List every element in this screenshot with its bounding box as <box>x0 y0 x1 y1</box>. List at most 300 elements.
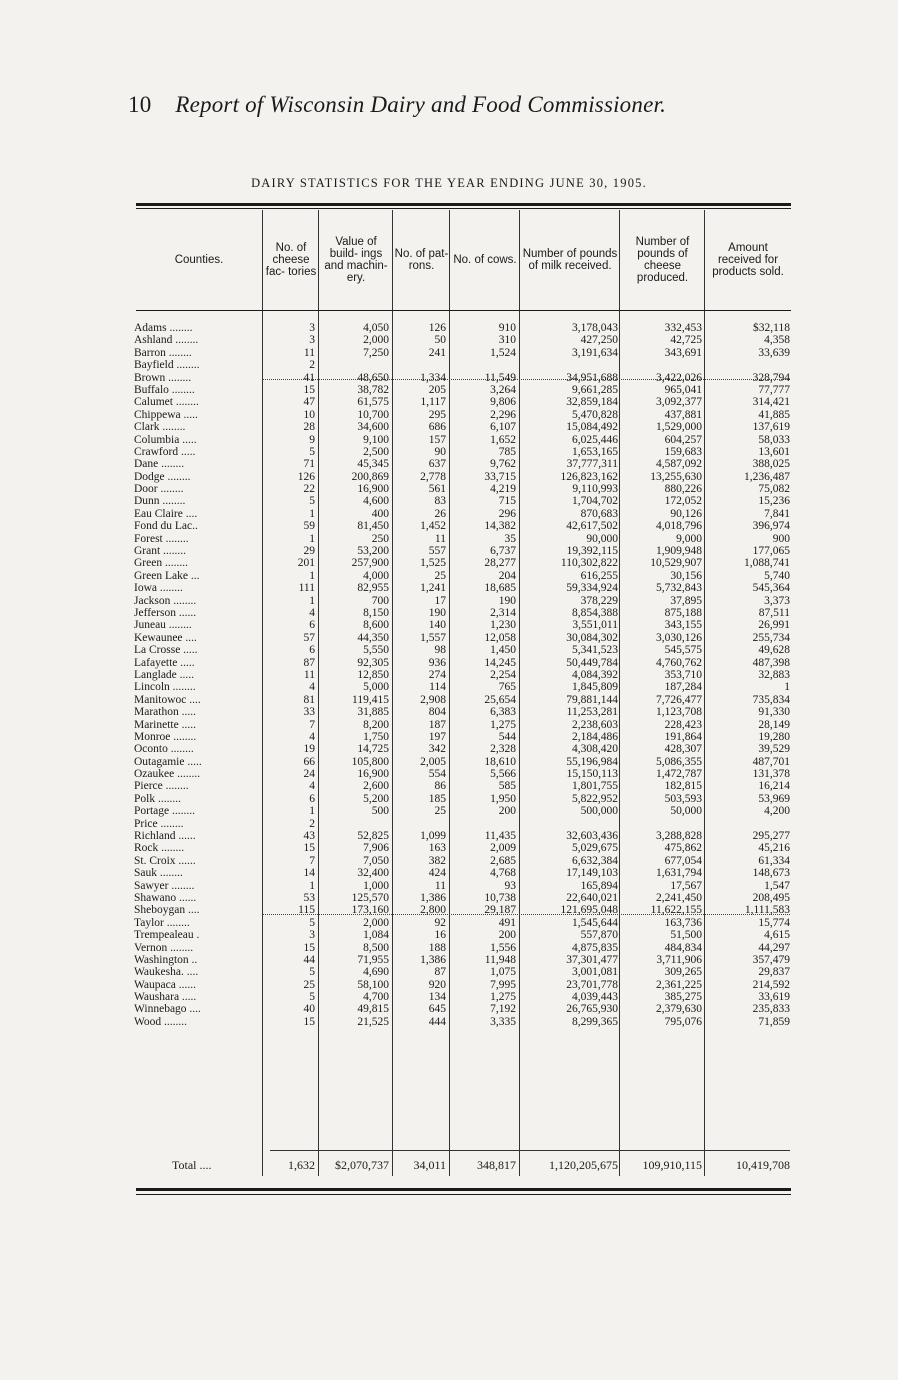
value-buildings: 257,900 <box>351 557 389 570</box>
patrons: 2,005 <box>420 755 446 768</box>
table-row <box>0 607 898 619</box>
patrons: 114 <box>429 681 446 694</box>
cheese-pounds: 2,241,450 <box>656 891 702 904</box>
patrons: 83 <box>434 495 446 508</box>
cheese-pounds: 1,631,794 <box>656 867 702 880</box>
amount-sold: 131,378 <box>752 768 790 781</box>
cheese-factories: 33 <box>303 706 315 719</box>
cows: 25,654 <box>484 693 516 706</box>
milk-pounds: 5,822,952 <box>572 792 618 805</box>
patrons: 92 <box>434 916 446 929</box>
cows: 6,383 <box>490 706 516 719</box>
cows: 2,254 <box>490 668 516 681</box>
milk-pounds: 34,951,688 <box>566 371 618 384</box>
cheese-pounds: 309,265 <box>664 966 702 979</box>
cheese-factories: 5 <box>309 966 315 979</box>
cheese-pounds: 13,255,630 <box>650 470 702 483</box>
cows: 310 <box>498 334 516 347</box>
table-row <box>0 458 898 470</box>
table-row <box>0 768 898 780</box>
cows: 1,556 <box>490 941 516 954</box>
cheese-pounds: 3,288,828 <box>656 830 702 843</box>
cows: 28,277 <box>484 557 516 570</box>
cheese-pounds: 17,567 <box>670 879 702 892</box>
county-name: Jefferson ...... <box>134 606 197 619</box>
amount-sold: $32,118 <box>753 322 790 334</box>
total-cheese: 109,910,115 <box>642 1158 702 1172</box>
cheese-pounds: 10,529,907 <box>650 557 702 570</box>
patrons: 188 <box>428 941 446 954</box>
milk-pounds: 19,392,115 <box>566 545 618 558</box>
milk-pounds: 500,000 <box>580 805 618 818</box>
cows: 1,230 <box>490 619 516 632</box>
county-name: Wood ........ <box>134 1015 188 1028</box>
value-buildings: 7,906 <box>363 842 389 855</box>
milk-pounds: 5,029,675 <box>572 842 618 855</box>
cheese-pounds: 2,361,225 <box>656 978 702 991</box>
county-name: Winnebago .... <box>134 1003 201 1016</box>
table-row <box>0 719 898 731</box>
table-row <box>0 483 898 495</box>
table-row <box>0 793 898 805</box>
county-name: Lafayette ..... <box>134 656 195 669</box>
amount-sold: 388,025 <box>752 458 790 471</box>
cows: 544 <box>498 730 516 743</box>
amount-sold: 53,969 <box>758 792 790 805</box>
cheese-factories: 3 <box>309 929 315 942</box>
patrons: 241 <box>428 346 446 359</box>
cows: 11,435 <box>484 830 516 843</box>
value-buildings: 81,450 <box>357 520 389 533</box>
value-buildings: 58,100 <box>357 978 389 991</box>
county-name: Chippewa ..... <box>134 408 198 421</box>
value-buildings: 1,000 <box>363 879 389 892</box>
cheese-pounds: 1,123,708 <box>656 706 702 719</box>
county-name: Buffalo ........ <box>134 383 195 396</box>
milk-pounds: 17,149,103 <box>566 867 618 880</box>
cheese-pounds: 3,422,026 <box>656 371 702 384</box>
milk-pounds: 1,801,755 <box>572 780 618 793</box>
cheese-factories: 5 <box>309 991 315 1004</box>
cows: 2,685 <box>490 854 516 867</box>
cheese-factories: 6 <box>309 644 315 657</box>
amount-sold: 314,421 <box>752 396 790 409</box>
column-header-amount: Amount received for products sold. <box>712 242 784 278</box>
cheese-factories: 9 <box>309 433 315 446</box>
value-buildings: 8,150 <box>363 606 389 619</box>
total-value: $2,070,737 <box>335 1158 389 1172</box>
cheese-factories: 1 <box>309 507 315 520</box>
milk-pounds: 42,617,502 <box>566 520 618 533</box>
cows: 910 <box>498 322 516 334</box>
cheese-pounds: 3,030,126 <box>656 631 702 644</box>
table-row <box>0 644 898 656</box>
amount-sold: 357,479 <box>752 953 790 966</box>
table-row <box>0 347 898 359</box>
amount-sold: 4,358 <box>764 334 790 347</box>
milk-pounds: 1,704,702 <box>572 495 618 508</box>
cheese-factories: 3 <box>309 334 315 347</box>
cheese-pounds: 228,423 <box>664 718 702 731</box>
patrons: 1,117 <box>420 396 446 409</box>
value-buildings: 125,570 <box>351 891 389 904</box>
cows: 9,762 <box>490 458 516 471</box>
cheese-factories: 14 <box>303 867 315 880</box>
amount-sold: 71,859 <box>758 1015 790 1028</box>
amount-sold: 1 <box>784 681 790 694</box>
table-row <box>0 818 898 830</box>
amount-sold: 32,883 <box>758 668 790 681</box>
cheese-pounds: 163,736 <box>664 916 702 929</box>
cheese-pounds: 343,155 <box>664 619 702 632</box>
cheese-pounds: 159,683 <box>664 445 702 458</box>
value-buildings: 5,550 <box>363 644 389 657</box>
patrons: 26 <box>434 507 446 520</box>
milk-pounds: 23,701,778 <box>566 978 618 991</box>
cheese-factories: 19 <box>303 743 315 756</box>
patrons: 1,386 <box>420 891 446 904</box>
table-row <box>0 904 898 916</box>
milk-pounds: 4,875,835 <box>572 941 618 954</box>
table-row <box>0 421 898 433</box>
county-name: Rock ........ <box>134 842 185 855</box>
value-buildings: 14,725 <box>357 743 389 756</box>
amount-sold: 41,885 <box>758 408 790 421</box>
cheese-pounds: 187,284 <box>664 681 702 694</box>
total-row <box>0 1158 898 1174</box>
table-row <box>0 756 898 768</box>
cheese-pounds: 30,156 <box>670 569 702 582</box>
milk-pounds: 15,084,492 <box>566 421 618 434</box>
table-row <box>0 409 898 421</box>
cheese-factories: 3 <box>309 322 315 334</box>
cheese-pounds: 437,881 <box>664 408 702 421</box>
cheese-pounds: 4,760,762 <box>656 656 702 669</box>
county-name: Waushara ..... <box>134 991 197 1004</box>
top-rule-thin <box>136 208 791 209</box>
cheese-factories: 25 <box>303 978 315 991</box>
amount-sold: 61,334 <box>758 854 790 867</box>
milk-pounds: 32,603,436 <box>566 830 618 843</box>
patrons: 11 <box>434 532 446 545</box>
county-name: Pierce ........ <box>134 780 189 793</box>
table-body <box>0 322 898 1028</box>
cheese-factories: 53 <box>303 891 315 904</box>
county-name: Kewaunee .... <box>134 631 197 644</box>
cheese-pounds: 604,257 <box>664 433 702 446</box>
cows: 3,264 <box>490 383 516 396</box>
cheese-factories: 5 <box>309 916 315 929</box>
cheese-factories: 2 <box>309 817 315 830</box>
amount-sold: 33,619 <box>758 991 790 1004</box>
cows: 5,566 <box>490 768 516 781</box>
cheese-factories: 126 <box>297 470 315 483</box>
milk-pounds: 557,870 <box>580 929 618 942</box>
patrons: 1,386 <box>420 953 446 966</box>
cheese-pounds: 42,725 <box>670 334 702 347</box>
cheese-pounds: 191,864 <box>664 730 702 743</box>
cheese-factories: 11 <box>303 346 315 359</box>
cheese-factories: 111 <box>298 582 315 595</box>
cows: 491 <box>498 916 516 929</box>
cheese-factories: 6 <box>309 619 315 632</box>
cheese-factories: 1 <box>309 879 315 892</box>
value-buildings: 45,345 <box>357 458 389 471</box>
cheese-factories: 66 <box>303 755 315 768</box>
value-buildings: 8,600 <box>363 619 389 632</box>
cows: 200 <box>498 929 516 942</box>
amount-sold: 44,297 <box>758 941 790 954</box>
table-row <box>0 942 898 954</box>
cows: 2,314 <box>490 606 516 619</box>
cows: 93 <box>504 879 516 892</box>
cheese-pounds: 4,587,092 <box>656 458 702 471</box>
amount-sold: 13,601 <box>758 445 790 458</box>
bottom-rule-thin <box>136 1194 791 1195</box>
amount-sold: 15,236 <box>758 495 790 508</box>
table-row <box>0 867 898 879</box>
patrons: 126 <box>428 322 446 334</box>
patrons: 205 <box>428 383 446 396</box>
county-name: Eau Claire .... <box>134 507 198 520</box>
amount-sold: 396,974 <box>752 520 790 533</box>
amount-sold: 75,082 <box>758 483 790 496</box>
total-amount: 10,419,708 <box>736 1158 790 1172</box>
column-header-cheese: Number of pounds of cheese produced. <box>635 236 690 284</box>
cheese-pounds: 3,711,906 <box>656 953 702 966</box>
table-row <box>0 991 898 1003</box>
table-row <box>0 979 898 991</box>
cheese-factories: 28 <box>303 421 315 434</box>
cows: 14,245 <box>484 656 516 669</box>
value-buildings: 7,050 <box>363 854 389 867</box>
patrons: 424 <box>428 867 446 880</box>
cheese-factories: 4 <box>309 780 315 793</box>
cows: 585 <box>498 780 516 793</box>
amount-sold: 39,529 <box>758 743 790 756</box>
table-row <box>0 780 898 792</box>
value-buildings: 1,084 <box>363 929 389 942</box>
cheese-pounds: 332,453 <box>664 322 702 334</box>
table-row <box>0 830 898 842</box>
county-name: Crawford ..... <box>134 445 196 458</box>
amount-sold: 1,236,487 <box>744 470 790 483</box>
county-name: Columbia ..... <box>134 433 197 446</box>
cheese-pounds: 3,092,377 <box>656 396 702 409</box>
county-name: Marathon ..... <box>134 706 196 719</box>
table-row <box>0 322 898 334</box>
amount-sold: 49,628 <box>758 644 790 657</box>
value-buildings: 5,000 <box>363 681 389 694</box>
milk-pounds: 3,191,634 <box>572 346 618 359</box>
county-name: Brown ........ <box>134 371 192 384</box>
value-buildings: 2,000 <box>363 916 389 929</box>
milk-pounds: 22,640,021 <box>566 891 618 904</box>
value-buildings: 9,100 <box>363 433 389 446</box>
milk-pounds: 26,765,930 <box>566 1003 618 1016</box>
amount-sold: 5,740 <box>764 569 790 582</box>
table-row <box>0 570 898 582</box>
value-buildings: 119,415 <box>352 693 389 706</box>
patrons: 50 <box>434 334 446 347</box>
cows: 33,715 <box>484 470 516 483</box>
total-label: Total .... <box>172 1158 212 1172</box>
cheese-factories: 5 <box>309 495 315 508</box>
milk-pounds: 4,308,420 <box>572 743 618 756</box>
cows: 2,296 <box>490 408 516 421</box>
cheese-pounds: 428,307 <box>664 743 702 756</box>
cheese-factories: 4 <box>309 681 315 694</box>
cows: 10,738 <box>484 891 516 904</box>
milk-pounds: 3,551,011 <box>572 619 618 632</box>
patrons: 98 <box>434 644 446 657</box>
amount-sold: 4,200 <box>764 805 790 818</box>
cows: 6,107 <box>490 421 516 434</box>
cows: 1,950 <box>490 792 516 805</box>
amount-sold: 3,373 <box>764 594 790 607</box>
amount-sold: 58,033 <box>758 433 790 446</box>
patrons: 25 <box>434 805 446 818</box>
county-name: Manitowoc .... <box>134 693 201 706</box>
cows: 200 <box>498 805 516 818</box>
value-buildings: 105,800 <box>351 755 389 768</box>
value-buildings: 5,200 <box>363 792 389 805</box>
cheese-factories: 2 <box>309 359 315 372</box>
county-name: Door ........ <box>134 483 184 496</box>
table-row <box>0 384 898 396</box>
running-title: Report of Wisconsin Dairy and Food Commissioner. <box>175 92 667 117</box>
cheese-pounds: 875,188 <box>664 606 702 619</box>
cheese-pounds: 37,895 <box>670 594 702 607</box>
county-name: Washington .. <box>134 953 198 966</box>
county-name: Outagamie ..... <box>134 755 202 768</box>
table-row <box>0 372 898 384</box>
table-row <box>0 582 898 594</box>
table-title: DAIRY STATISTICS FOR THE YEAR ENDING JUNE 30, 1905. <box>251 176 647 190</box>
cheese-pounds: 90,126 <box>670 507 702 520</box>
table-row <box>0 595 898 607</box>
cows: 1,450 <box>490 644 516 657</box>
patrons: 17 <box>434 594 446 607</box>
cows: 1,275 <box>490 718 516 731</box>
value-buildings: 31,885 <box>357 706 389 719</box>
cheese-factories: 11 <box>303 668 315 681</box>
cheese-factories: 4 <box>309 606 315 619</box>
amount-sold: 87,511 <box>758 606 790 619</box>
table-row <box>0 508 898 520</box>
cheese-factories: 5 <box>309 445 315 458</box>
cows: 4,768 <box>490 867 516 880</box>
county-name: Sauk ........ <box>134 867 183 880</box>
table-row <box>0 1003 898 1015</box>
county-name: Juneau ........ <box>134 619 192 632</box>
table-row <box>0 632 898 644</box>
cheese-factories: 7 <box>309 854 315 867</box>
cheese-pounds: 677,054 <box>664 854 702 867</box>
table-row <box>0 1016 898 1028</box>
cheese-pounds: 343,691 <box>664 346 702 359</box>
milk-pounds: 378,229 <box>580 594 618 607</box>
value-buildings: 173,160 <box>351 904 389 917</box>
patrons: 190 <box>428 606 446 619</box>
patrons: 1,334 <box>420 371 446 384</box>
table-row <box>0 446 898 458</box>
value-buildings: 7,250 <box>363 346 389 359</box>
milk-pounds: 126,823,162 <box>560 470 618 483</box>
milk-pounds: 37,777,311 <box>566 458 618 471</box>
milk-pounds: 121,695,048 <box>560 904 618 917</box>
table-row <box>0 731 898 743</box>
milk-pounds: 5,341,523 <box>572 644 618 657</box>
amount-sold: 33,639 <box>758 346 790 359</box>
value-buildings: 32,400 <box>357 867 389 880</box>
cheese-factories: 6 <box>309 792 315 805</box>
value-buildings: 61,575 <box>357 396 389 409</box>
county-name: Adams ........ <box>134 322 193 334</box>
county-name: Marinette ..... <box>134 718 196 731</box>
cows: 18,610 <box>484 755 516 768</box>
cheese-factories: 1 <box>309 532 315 545</box>
milk-pounds: 3,001,081 <box>572 966 618 979</box>
table-row <box>0 842 898 854</box>
value-buildings: 21,525 <box>357 1015 389 1028</box>
milk-pounds: 8,299,365 <box>572 1015 618 1028</box>
cows: 7,995 <box>490 978 516 991</box>
cows: 715 <box>498 495 516 508</box>
page-number: 10 <box>128 92 152 117</box>
amount-sold: 487,701 <box>752 755 790 768</box>
amount-sold: 45,216 <box>758 842 790 855</box>
county-name: Forest ........ <box>134 532 189 545</box>
cheese-pounds: 5,086,355 <box>656 755 702 768</box>
value-buildings: 4,700 <box>363 991 389 1004</box>
top-rule <box>136 203 791 206</box>
cheese-pounds: 172,052 <box>664 495 702 508</box>
value-buildings: 82,955 <box>357 582 389 595</box>
table-row <box>0 434 898 446</box>
table-row <box>0 657 898 669</box>
county-name: Fond du Lac.. <box>134 520 198 533</box>
milk-pounds: 165,894 <box>580 879 618 892</box>
milk-pounds: 6,632,384 <box>572 854 618 867</box>
county-name: Portage ........ <box>134 805 196 818</box>
milk-pounds: 3,178,043 <box>572 322 618 334</box>
cows: 1,652 <box>490 433 516 446</box>
table-row <box>0 471 898 483</box>
value-buildings: 2,600 <box>363 780 389 793</box>
amount-sold: 1,111,583 <box>744 904 790 917</box>
patrons: 1,099 <box>420 830 446 843</box>
amount-sold: 1,547 <box>764 879 790 892</box>
county-name: Clark ........ <box>134 421 186 434</box>
patrons: 804 <box>428 706 446 719</box>
patrons: 1,557 <box>420 631 446 644</box>
county-name: Calumet ........ <box>134 396 199 409</box>
cows: 9,806 <box>490 396 516 409</box>
table-row <box>0 805 898 817</box>
county-name: St. Croix ...... <box>134 854 196 867</box>
cheese-pounds: 1,529,000 <box>656 421 702 434</box>
table-row <box>0 557 898 569</box>
county-name: Shawano ...... <box>134 891 197 904</box>
county-name: Dunn ........ <box>134 495 186 508</box>
cows: 29,187 <box>484 904 516 917</box>
amount-sold: 235,833 <box>752 1003 790 1016</box>
county-name: Waupaca ...... <box>134 978 196 991</box>
cheese-factories: 81 <box>303 693 315 706</box>
cheese-pounds: 2,379,630 <box>656 1003 702 1016</box>
county-name: Sheboygan .... <box>134 904 200 917</box>
